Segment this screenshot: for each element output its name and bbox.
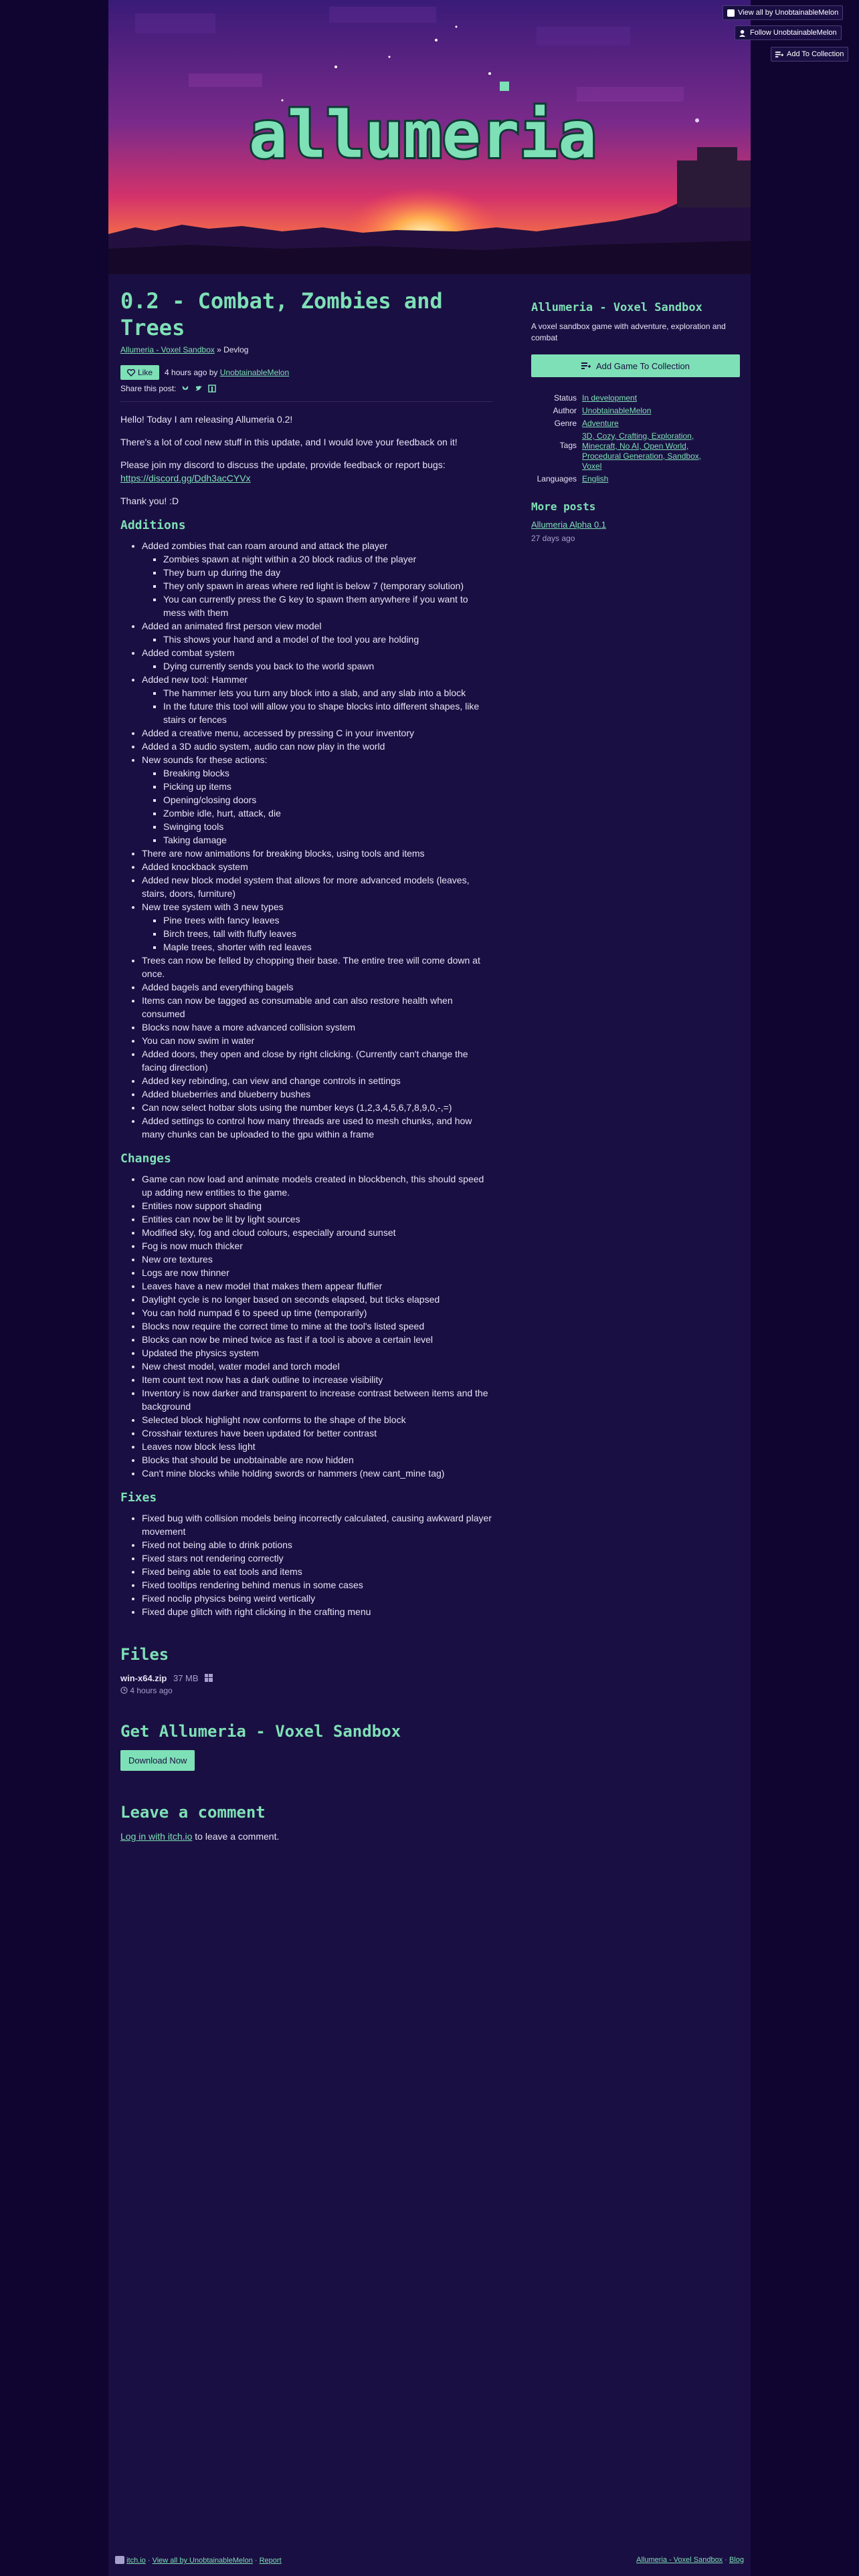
comment-heading: Leave a comment: [120, 1803, 266, 1822]
sidebar-description: A voxel sandbox game with adventure, exploration and combat: [531, 322, 726, 342]
list-item-text: Added a creative menu, accessed by pressing C in your inventory: [142, 728, 414, 738]
list-item-text: Logs are now thinner: [142, 1267, 229, 1278]
sub-list: [142, 914, 492, 954]
list-item-text: Zombies spawn at night within a 20 block radius of the player: [163, 554, 417, 564]
sub-list: [142, 659, 492, 673]
list-item-text: Game can now load and animate models created in blockbench, this should speed up adding new entities to the game.: [142, 1174, 484, 1198]
footer-left: [115, 2556, 282, 2565]
breadcrumb-section: Devlog: [223, 345, 249, 354]
list-item: [142, 954, 492, 980]
list-item-text: Items can now be tagged as consumable and can also restore health when consumed: [142, 995, 453, 1019]
file-name: win-x64.zip: [120, 1673, 167, 1683]
list-item-text: Fixed dupe glitch with right clicking in the crafting menu: [142, 1606, 371, 1617]
list-item-text: Birch trees, tall with fluffy leaves: [163, 928, 296, 939]
share-row: [120, 384, 492, 393]
list-item-text: New chest model, water model and torch model: [142, 1361, 340, 1372]
list-item: [142, 900, 492, 954]
list-item: [142, 1565, 492, 1578]
list-item: [142, 1226, 492, 1239]
list-item: [163, 566, 492, 579]
list-item: [163, 820, 492, 833]
comment-login-text: to leave a comment.: [192, 1831, 280, 1842]
list-item: [142, 1199, 492, 1212]
file-date: 4 hours ago: [130, 1686, 173, 1695]
list-item-text: Fog is now much thicker: [142, 1241, 243, 1251]
list-item: [142, 860, 492, 873]
list-item-text: New sounds for these actions:: [142, 754, 268, 765]
list-item: [142, 1346, 492, 1360]
list-item-text: Added zombies that can roam around and attack the player: [142, 540, 388, 551]
sidebar-game-title: Allumeria - Voxel Sandbox: [531, 301, 702, 314]
collection-icon: [775, 51, 783, 58]
post-main: [120, 288, 492, 1842]
list-item-text: Added blueberries and blueberry bushes: [142, 1089, 311, 1099]
list-item: [142, 1101, 492, 1114]
download-now-button[interactable]: Download Now: [120, 1750, 195, 1771]
list-item-text: You can currently press the G key to spawn them anywhere if you want to mess with them: [163, 594, 468, 618]
list-item: [142, 1114, 492, 1141]
list-item: [163, 780, 492, 793]
footer-separator: ·: [252, 2557, 260, 2565]
add-to-collection-label: Add To Collection: [787, 50, 844, 58]
list-item: [163, 766, 492, 780]
list-item: [142, 1413, 492, 1426]
list-item-text: Blocks that should be unobtainable are now hidden: [142, 1455, 354, 1465]
info-key: Genre: [554, 419, 577, 428]
list-item-text: Entities can now be lit by light sources: [142, 1214, 300, 1224]
itchio-logo-icon: [115, 2556, 124, 2564]
fixes-heading: Fixes: [120, 1491, 157, 1505]
list-item-text: This shows your hand and a model of the tool you are holding: [163, 634, 419, 645]
post-paragraph: [120, 458, 492, 485]
banner-logo: allumeria: [248, 98, 597, 173]
sidebar: [531, 301, 740, 543]
itchio-icon: [727, 9, 735, 17]
list-item: [142, 847, 492, 860]
list-item: [142, 1239, 492, 1253]
windows-icon: [205, 1674, 213, 1682]
footer-separator: ·: [723, 2556, 729, 2564]
list-item-text: Added settings to control how many threads are used to mesh chunks, and how many chunks can be uploaded to the gpu within a frame: [142, 1115, 472, 1140]
list-item-text: Taking damage: [163, 835, 227, 845]
more-post-item: [531, 520, 740, 530]
follow-label: Follow UnobtainableMelon: [750, 29, 837, 37]
list-item-text: New ore textures: [142, 1254, 213, 1265]
post-title: 0.2 - Combat, Zombies and Trees: [120, 288, 443, 340]
list-item-text: Swinging tools: [163, 821, 224, 832]
list-item-text: Fixed bug with collision models being incorrectly calculated, causing awkward player movement: [142, 1513, 492, 1537]
list-item: [142, 1605, 492, 1618]
list-item: [142, 1440, 492, 1453]
list-item-text: They burn up during the day: [163, 567, 281, 578]
info-key: Languages: [537, 474, 577, 484]
info-row-genre: [531, 417, 740, 430]
list-item: [163, 927, 492, 940]
share-label: Share this post:: [120, 384, 177, 393]
list-item: [142, 1074, 492, 1087]
sub-list: [142, 686, 492, 726]
breadcrumb-game-link[interactable]: Allumeria - Voxel Sandbox: [120, 345, 215, 354]
follow-button[interactable]: [735, 25, 842, 40]
breadcrumb: [120, 345, 492, 354]
list-item: [163, 700, 492, 726]
list-item: [142, 1034, 492, 1047]
sub-list: [142, 766, 492, 847]
list-item-text: Added key rebinding, can view and change controls in settings: [142, 1075, 401, 1086]
list-item-text: Added new tool: Hammer: [142, 674, 248, 685]
list-item-text: In the future this tool will allow you to shape blocks into different shapes, like stairs or fences: [163, 701, 480, 725]
add-game-to-collection-button[interactable]: [531, 354, 740, 377]
heart-icon: [127, 369, 135, 377]
footer-separator: ·: [145, 2557, 153, 2565]
list-item: [142, 1293, 492, 1306]
list-item-text: Blocks now have a more advanced collision system: [142, 1022, 356, 1033]
file-date-row: [120, 1686, 492, 1695]
author-link[interactable]: UnobtainableMelon: [582, 406, 652, 415]
fixes-list: [120, 1511, 492, 1618]
list-item: [142, 646, 492, 673]
list-item-text: Pine trees with fancy leaves: [163, 915, 280, 926]
list-item-text: Trees can now be felled by chopping their base. The entire tree will come down at once.: [142, 955, 480, 979]
divider: [120, 401, 492, 402]
bluesky-icon[interactable]: [181, 385, 189, 393]
info-key: Tags: [559, 441, 577, 450]
list-item-text: Modified sky, fog and cloud colours, especially around sunset: [142, 1227, 396, 1238]
list-item-text: The hammer lets you turn any block into a slab, and any slab into a block: [163, 687, 466, 698]
file-size: 37 MB: [173, 1673, 199, 1683]
list-item-text: Leaves have a new model that makes them appear fluffier: [142, 1281, 383, 1291]
breadcrumb-separator: »: [214, 345, 224, 354]
list-item: [142, 1172, 492, 1199]
list-item: [142, 1578, 492, 1592]
list-item-text: Crosshair textures have been updated for better contrast: [142, 1428, 377, 1438]
list-item: [163, 793, 492, 807]
info-row-languages: [531, 473, 740, 486]
list-item: [142, 1253, 492, 1266]
list-item: [142, 673, 492, 726]
list-item-text: Added combat system: [142, 647, 235, 658]
list-item: [142, 539, 492, 619]
discord-text: Please join my discord to discuss the update, provide feedback or report bugs:: [120, 459, 446, 470]
list-item-text: New tree system with 3 new types: [142, 901, 284, 912]
footer-game-link[interactable]: Allumeria - Voxel Sandbox: [636, 2556, 723, 2564]
additions-heading: Additions: [120, 518, 186, 532]
post-time: [165, 368, 289, 377]
post-paragraph: Hello! Today I am releasing Allumeria 0.2!: [120, 414, 293, 425]
list-item: [142, 1511, 492, 1538]
list-item-text: Added knockback system: [142, 861, 248, 872]
post-time-text: 4 hours ago by: [165, 368, 220, 377]
list-item: [142, 1021, 492, 1034]
list-item: [163, 833, 492, 847]
list-item: [163, 807, 492, 820]
list-item-text: Picking up items: [163, 781, 231, 792]
discord-link[interactable]: https://discord.gg/Ddh3acCYVx: [120, 473, 251, 484]
list-item-text: You can now swim in water: [142, 1035, 255, 1046]
post-meta-row: [120, 365, 492, 380]
list-item: [142, 873, 492, 900]
list-item: [163, 659, 492, 673]
list-item-text: You can hold numpad 6 to speed up time (temporarily): [142, 1307, 367, 1318]
add-game-label: Add Game To Collection: [596, 360, 690, 371]
twitter-icon[interactable]: [195, 385, 203, 393]
list-item-text: Added a 3D audio system, audio can now play in the world: [142, 741, 385, 752]
list-item: [163, 593, 492, 619]
footer-itchio-link[interactable]: itch.io: [126, 2557, 146, 2565]
info-row-tags: [531, 430, 740, 473]
clock-icon: [120, 1687, 128, 1694]
login-link[interactable]: Log in with itch.io: [120, 1831, 193, 1842]
list-item-text: Added bagels and everything bagels: [142, 982, 294, 992]
list-item-text: Can't mine blocks while holding swords or hammers (new cant_mine tag): [142, 1468, 445, 1479]
list-item-text: Can now select hotbar slots using the number keys (1,2,3,4,5,6,7,8,9,0,-,=): [142, 1102, 452, 1113]
list-item: [142, 1279, 492, 1293]
file-entry: [120, 1673, 492, 1695]
list-item: [142, 740, 492, 753]
more-post-date: 27 days ago: [531, 534, 575, 543]
add-to-collection-button[interactable]: [771, 47, 848, 62]
list-item: [142, 1306, 492, 1319]
footer-right: [636, 2556, 744, 2565]
view-all-button[interactable]: [723, 5, 843, 20]
sub-list: [142, 633, 492, 646]
list-item-text: Updated the physics system: [142, 1348, 260, 1358]
changes-heading: Changes: [120, 1152, 171, 1166]
like-label: Like: [138, 368, 153, 377]
footer: [108, 2556, 751, 2565]
collection-icon: [581, 362, 591, 370]
list-item: [142, 1551, 492, 1565]
tags-links[interactable]: 3D, Cozy, Crafting, Exploration, Minecraft, No AI, Open World, Procedural Generation, Sandbox, Voxel: [582, 431, 702, 471]
banner: [108, 0, 751, 274]
list-item: [142, 1212, 492, 1226]
banner-image: [108, 0, 751, 274]
status-link[interactable]: In development: [582, 393, 638, 403]
list-item-text: Breaking blocks: [163, 768, 229, 778]
list-item-text: Added new block model system that allows for more advanced models (leaves, stairs, doors, furniture): [142, 875, 470, 899]
list-item: [142, 994, 492, 1021]
post-body: [120, 413, 492, 1618]
list-item: [142, 1453, 492, 1467]
list-item-text: Selected block highlight now conforms to the shape of the block: [142, 1414, 406, 1425]
list-item-text: They only spawn in areas where red light is below 7 (temporary solution): [163, 580, 464, 591]
post-paragraph: Thank you! :D: [120, 496, 179, 506]
info-key: Author: [553, 406, 577, 415]
get-heading: Get Allumeria - Voxel Sandbox: [120, 1722, 401, 1741]
list-item-text: Item count text now has a dark outline to increase visibility: [142, 1374, 383, 1385]
list-item: [163, 633, 492, 646]
list-item: [142, 1538, 492, 1551]
list-item: [142, 619, 492, 646]
changes-list: [120, 1172, 492, 1480]
footer-view-all-link[interactable]: View all by UnobtainableMelon: [152, 2557, 253, 2565]
list-item-text: Fixed being able to eat tools and items: [142, 1566, 302, 1577]
list-item: [142, 753, 492, 847]
info-key: Status: [553, 393, 577, 403]
list-item: [142, 1467, 492, 1480]
more-posts-heading: More posts: [531, 500, 596, 513]
follow-user-icon: [739, 29, 747, 37]
list-item-text: Maple trees, shorter with red leaves: [163, 942, 312, 952]
list-item-text: Leaves now block less light: [142, 1441, 256, 1452]
info-row-author: [531, 405, 740, 417]
facebook-icon[interactable]: [208, 385, 216, 393]
game-info-table: [531, 392, 740, 486]
sub-list: [142, 552, 492, 619]
list-item: [142, 726, 492, 740]
list-item-text: Fixed not being able to drink potions: [142, 1539, 292, 1550]
footer-report-link[interactable]: Report: [259, 2557, 282, 2565]
list-item-text: Inventory is now darker and transparent to increase contrast between items and the background: [142, 1388, 488, 1412]
list-item: [163, 940, 492, 954]
additions-list: [120, 539, 492, 1141]
comment-login-row: [120, 1831, 492, 1842]
list-item: [142, 1360, 492, 1373]
list-item-text: Blocks now require the correct time to mine at the tool's listed speed: [142, 1321, 425, 1331]
language-link[interactable]: English: [582, 474, 609, 484]
list-item: [163, 686, 492, 700]
list-item: [163, 914, 492, 927]
list-item: [142, 1373, 492, 1386]
list-item-text: Added doors, they open and close by right clicking. (Currently can't change the facing direction): [142, 1049, 468, 1073]
list-item-text: Fixed tooltips rendering behind menus in some cases: [142, 1580, 363, 1590]
list-item-text: Opening/closing doors: [163, 794, 257, 805]
list-item-text: Fixed noclip physics being weird vertically: [142, 1593, 316, 1604]
list-item: [163, 579, 492, 593]
list-item-text: Zombie idle, hurt, attack, die: [163, 808, 281, 819]
list-item-text: Entities now support shading: [142, 1200, 262, 1211]
list-item: [142, 1266, 492, 1279]
list-item: [142, 1592, 492, 1605]
footer-blog-link[interactable]: Blog: [729, 2556, 744, 2564]
list-item-text: Blocks can now be mined twice as fast if a tool is above a certain level: [142, 1334, 433, 1345]
list-item: [142, 1087, 492, 1101]
list-item: [142, 1386, 492, 1413]
list-item-text: Fixed stars not rendering correctly: [142, 1553, 284, 1564]
list-item: [142, 1333, 492, 1346]
post-paragraph: There's a lot of cool new stuff in this update, and I would love your feedback on it!: [120, 437, 458, 447]
list-item: [163, 552, 492, 566]
files-heading: Files: [120, 1645, 169, 1664]
page-column: [108, 0, 751, 2576]
list-item: [142, 1047, 492, 1074]
post-author-link[interactable]: UnobtainableMelon: [219, 368, 290, 377]
list-item: [142, 1426, 492, 1440]
list-item-text: Daylight cycle is no longer based on seconds elapsed, but ticks elapsed: [142, 1294, 440, 1305]
list-item: [142, 1319, 492, 1333]
like-button[interactable]: [120, 365, 159, 380]
more-post-link[interactable]: Allumeria Alpha 0.1: [531, 520, 607, 530]
info-row-status: [531, 392, 740, 405]
genre-link[interactable]: Adventure: [582, 419, 619, 428]
list-item-text: Dying currently sends you back to the world spawn: [163, 661, 375, 671]
list-item: [142, 980, 492, 994]
view-all-label: View all by UnobtainableMelon: [738, 9, 839, 17]
list-item-text: Added an animated first person view model: [142, 621, 322, 631]
list-item-text: There are now animations for breaking blocks, using tools and items: [142, 848, 425, 859]
